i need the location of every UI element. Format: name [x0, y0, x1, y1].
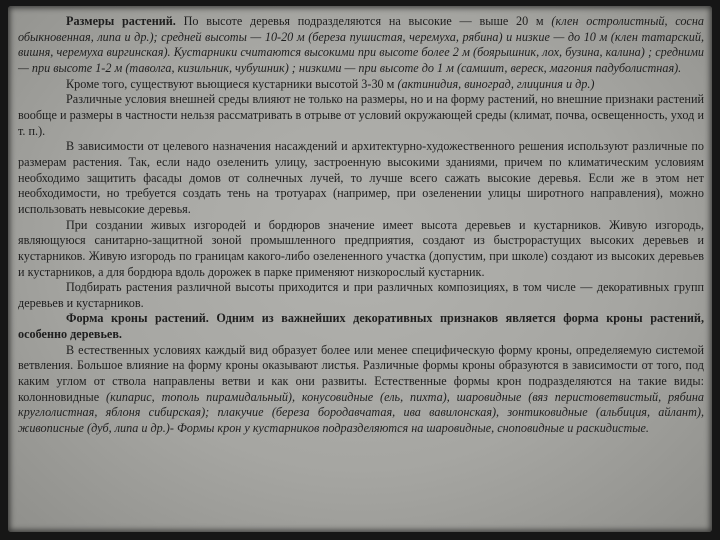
paragraph-plant-sizes — [18, 14, 704, 77]
text-span: В естественных условиях каждый вид образует более или менее специфическую форму кроны, определяемую системой ветвления. Большое влияние на форму кроны оказывают листья. Различные формы кроны образуются в зависимости от того, под каким углом от ствола направлены ветви и как они развиты. Естественные формы крон подразделяются на такие виды: колонновидные — [18, 342, 704, 404]
section-heading-plant-sizes: Размеры растений. — [66, 14, 176, 28]
paragraph-purpose: В зависимости от целевого назначения насаждений и архитектурно-художественного решения используют различные по размерам растения. Так, если надо озеленить улицу, застроенную высокими зданиями, причем по климатическим условиям необходимо защитить фасады домов от солнечных лучей, то лучше всего сажать высокие деревья. Если же в этом нет необходимости, но требуется создать тень на тротуарах (например, при озеленении улицы широтного направления), можно использовать невысокие деревья. — [18, 139, 704, 216]
document-text — [18, 14, 704, 437]
section-heading-crown-shape: Форма кроны растений. Одним из важнейших декоративных признаков является форма кроны растений, особенно деревьев. — [18, 311, 704, 342]
text-span: Кроме того, существуют вьющиеся кустарники высотой 3-30 м — [66, 76, 398, 91]
italic-examples: (кипарис, тополь пирамидальный), конусовидные (ель, пихта), шаровидные (вяз перистоветвистый, рябина круглолистная, яблоня сибирская); плакучие (береза бородавчатая, ива вавилонская), зонтиковидные (альбиция, айлант), живописные (дуб, липа и др.)- Формы крон у кустарников подразделяются на шаровидные, сноповидные и раскидистые. — [18, 389, 704, 436]
italic-examples: (клен остролистный, сосна обыкновенная, липа и др.); средней высоты — 10-20 м (береза пушистая, черемуха, рябина) и низкие — до 10 м (клен татарский, вишня, черемуха виргинская). Кустарники считаются высокими при высоте более 2 м (боярышник, лох, бузина, калина) ; средними — при высоте 1-2 м (таволга, кизильник, чубушник) ; низкими — при высоте до 1 м (самшит, вереск, магония падуболистная). — [18, 14, 704, 75]
paragraph-climbing-shrubs — [18, 77, 704, 93]
paragraph-compositions: Подбирать растения различной высоты приходится и при различных композициях, в том числе — декоративных групп деревьев и кустарников. — [18, 280, 704, 310]
paragraph-hedges: При создании живых изгородей и бордюров значение имеет высота деревьев и кустарников. Живую изгородь, являющуюся санитарно-защитной зоной промышленного предприятия, создают из быстрорастущих высоких деревьев и кустарников. Живую изгородь по границам какого-либо озелененного участка (допустим, при школе) создают из высоких деревьев и кустарников, а для бордюра вдоль дорожек в парке применяют низкорослый кустарник. — [18, 217, 704, 279]
paragraph-environment: Различные условия внешней среды влияют не только на размеры, но и на форму растений, но внешние признаки растений вообще и размеры в частности нельзя рассматривать в отрыве от условий окружающей среды (климат, почва, освещенность, уход и т. п.). — [18, 92, 704, 138]
italic-examples: (актинидия, виноград, глициния и др.) — [397, 76, 595, 91]
text-span: По высоте деревья подразделяются на высокие — выше 20 м — [175, 14, 552, 28]
paragraph-crown-forms — [18, 343, 704, 437]
paper-background — [8, 6, 712, 532]
